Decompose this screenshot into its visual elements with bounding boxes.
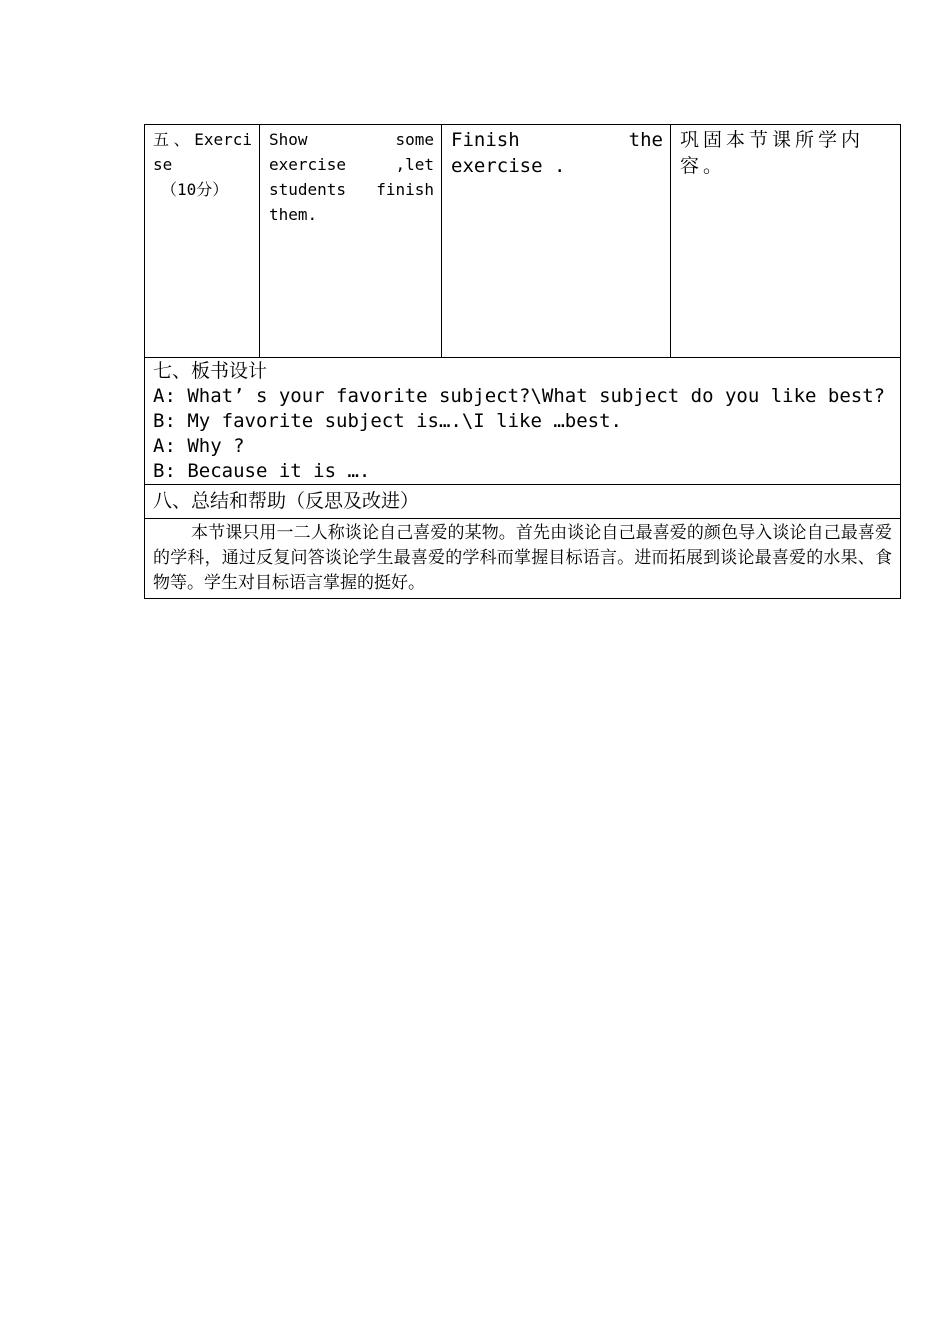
board-line: B: My favorite subject is….\I like …best. — [153, 410, 622, 432]
board-design-cell — [145, 358, 901, 485]
teacher-activity-text: Show some exercise ,let students finish them. — [269, 130, 434, 224]
stage-time: （10分） — [161, 180, 229, 199]
reflection-text: 本节课只用一二人称谈论自己喜爱的某物。首先由谈论自己最喜爱的颜色导入谈论自己最喜爱的学科，通过反复问答谈论学生最喜爱的学科而掌握目标语言。进而拓展到谈论最喜爱的水果、食物等。学生对目标语言掌握的挺好。 — [145, 519, 901, 599]
board-line: A: What’ s your favorite subject?\What subject do you like best? — [153, 385, 886, 407]
stage-name: 五、Exercise — [153, 130, 252, 174]
board-line: A: Why ? — [153, 435, 245, 457]
student-activity-cell — [442, 125, 671, 358]
summary-heading-row — [145, 485, 901, 519]
lesson-plan-table — [144, 124, 901, 599]
design-intent-text: 巩固本节课所学内容。 — [680, 129, 865, 177]
board-design-row — [145, 358, 901, 485]
exercise-row — [145, 125, 901, 358]
teacher-activity-cell — [260, 125, 442, 358]
stage-cell — [145, 125, 260, 358]
student-activity-text: Finish the exercise . — [451, 129, 663, 177]
board-line: B: Because it is …. — [153, 460, 371, 482]
board-design-heading: 七、板书设计 — [153, 360, 268, 382]
reflection-row — [145, 519, 901, 599]
design-intent-cell — [671, 125, 901, 358]
summary-heading: 八、总结和帮助（反思及改进） — [145, 485, 901, 519]
